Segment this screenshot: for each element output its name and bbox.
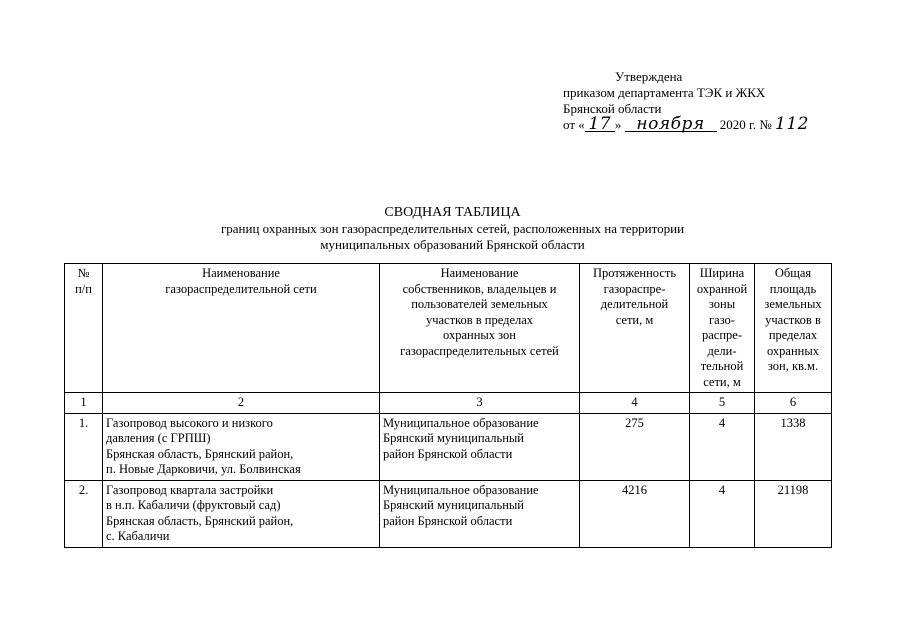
- network-name-cell: [103, 480, 380, 547]
- column-number: 2: [103, 393, 380, 414]
- header-text: Протяженность: [592, 266, 677, 280]
- order-number: 112: [775, 114, 809, 134]
- cell-line: Брянский муниципальный: [383, 431, 524, 445]
- length-cell: 275: [580, 413, 690, 480]
- approval-title: Утверждена: [615, 69, 683, 84]
- header-total-area: [755, 264, 832, 393]
- header-text: делительной: [600, 297, 669, 311]
- header-text: газораспределительных сетей: [400, 343, 559, 358]
- header-zone-width: [690, 264, 755, 393]
- cell-line: Муниципальное образование: [383, 482, 539, 497]
- column-number: 4: [580, 393, 690, 414]
- table-row: [65, 413, 832, 480]
- header-text: сети, м: [615, 312, 654, 327]
- cell-line: Газопровод высокого и низкого: [106, 415, 273, 430]
- cell-line: Брянский муниципальный: [383, 498, 524, 512]
- document-subtitle-line2: муниципальных образований Брянской области: [320, 237, 585, 252]
- cell-line: район Брянской области: [383, 446, 513, 461]
- zone-width-cell: 4: [690, 480, 755, 547]
- cell-line: район Брянской области: [383, 513, 513, 528]
- header-text: газораспределительной сети: [165, 281, 317, 296]
- number-sign: №: [759, 117, 772, 132]
- header-text: участков в пределах: [425, 312, 534, 327]
- approval-region-line: Брянской области: [563, 101, 662, 116]
- network-name-cell: [103, 413, 380, 480]
- header-index: [65, 264, 103, 393]
- header-text: пользователей земельных: [411, 297, 548, 311]
- header-text: площадь: [769, 281, 817, 296]
- header-text: Общая: [774, 266, 812, 280]
- length-cell: 4216: [580, 480, 690, 547]
- header-text: Наименование: [440, 266, 519, 280]
- header-network-name: [103, 264, 380, 393]
- date-day: 17: [585, 117, 615, 132]
- date-close-quote: »: [614, 117, 622, 132]
- header-owners: [380, 264, 580, 393]
- approval-block: [563, 69, 863, 133]
- header-text: дели-: [707, 343, 737, 358]
- area-cell: 21198: [755, 480, 832, 547]
- column-number: 6: [755, 393, 832, 414]
- cell-line: Муниципальное образование: [383, 415, 539, 430]
- table-row: [65, 480, 832, 547]
- header-text: №: [77, 266, 90, 280]
- row-index: 1.: [65, 413, 103, 480]
- header-text: охранной: [696, 281, 748, 296]
- header-text: земельных: [764, 297, 822, 311]
- summary-table: [64, 263, 832, 548]
- column-number: 5: [690, 393, 755, 414]
- document-title: СВОДНАЯ ТАБЛИЦА: [384, 205, 521, 220]
- owner-cell: [380, 480, 580, 547]
- header-text: газораспре-: [603, 281, 666, 296]
- column-number: 3: [380, 393, 580, 414]
- date-month: ноября: [625, 117, 717, 132]
- header-text: охранных зон: [443, 328, 516, 342]
- cell-line: с. Кабаличи: [106, 529, 170, 543]
- date-prefix: от «: [563, 117, 585, 132]
- column-number: 1: [65, 393, 103, 414]
- row-index: 2.: [65, 480, 103, 547]
- cell-line: Газопровод квартала застройки: [106, 482, 274, 497]
- header-text: пределах: [768, 328, 818, 342]
- date-year: 2020 г.: [719, 117, 757, 132]
- header-text: собственников, владельцев и: [402, 281, 557, 296]
- header-text: Наименование: [202, 266, 280, 280]
- header-text: п/п: [75, 281, 92, 296]
- area-cell: 1338: [755, 413, 832, 480]
- cell-line: давления (с ГРПШ): [106, 431, 211, 445]
- header-row: [65, 264, 832, 393]
- header-text: газо-: [709, 312, 735, 327]
- cell-line: Брянская область, Брянский район,: [106, 513, 294, 528]
- header-text: участков в: [765, 312, 821, 327]
- header-text: тельной: [700, 359, 744, 373]
- zone-width-cell: 4: [690, 413, 755, 480]
- header-text: зоны: [708, 297, 736, 311]
- header-text: сети, м: [703, 374, 741, 389]
- header-text: зон, кв.м.: [767, 359, 819, 373]
- owner-cell: [380, 413, 580, 480]
- header-length: [580, 264, 690, 393]
- header-text: распре-: [702, 328, 742, 342]
- document-subtitle-line1: границ охранных зон газораспределительных сетей, расположенных на территории: [220, 221, 685, 236]
- header-text: охранных: [766, 343, 819, 358]
- approval-date-line: [563, 114, 863, 134]
- cell-line: п. Новые Дарковичи, ул. Болвинская: [106, 462, 301, 476]
- column-number-row: [65, 393, 832, 414]
- header-text: Ширина: [699, 266, 745, 280]
- cell-line: в н.п. Кабаличи (фруктовый сад): [106, 498, 281, 512]
- approval-order-line: приказом департамента ТЭК и ЖКХ: [563, 85, 766, 100]
- cell-line: Брянская область, Брянский район,: [106, 446, 294, 461]
